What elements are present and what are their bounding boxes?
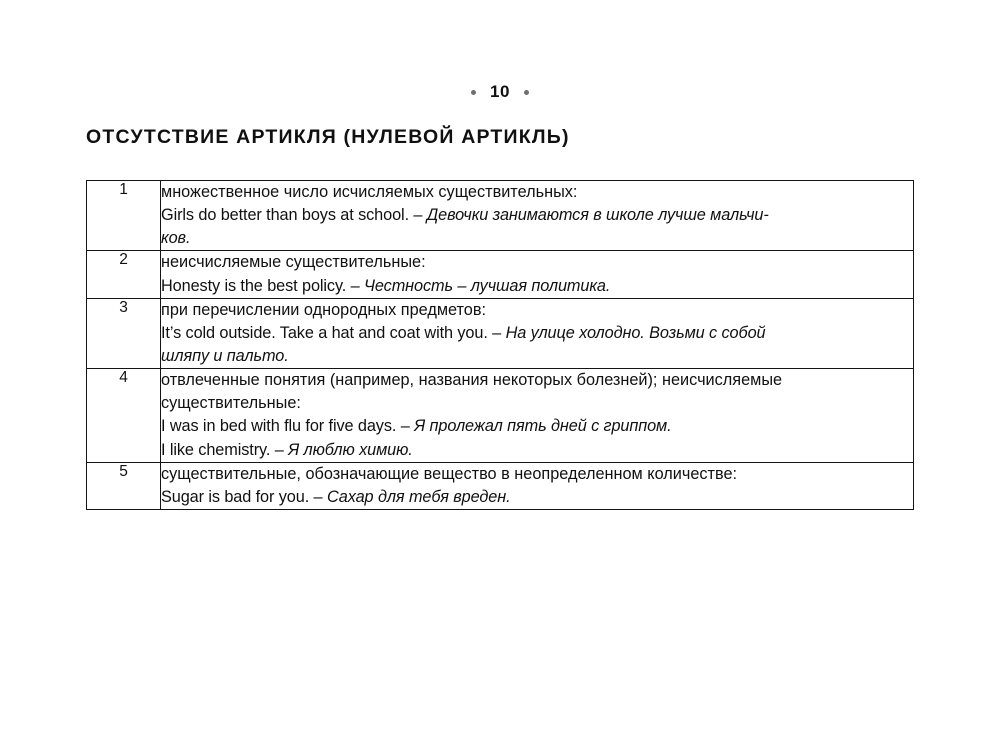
- rule-number-cell: 2: [87, 251, 161, 298]
- rule-description-line: [161, 463, 913, 486]
- rule-content-cell: [161, 369, 914, 463]
- rule-example-line: [161, 486, 913, 509]
- line-text: при перечислении однородных предметов:: [161, 300, 487, 319]
- rule-example-line: [161, 345, 913, 368]
- table-row: [87, 462, 914, 509]
- line-translation: Я пролежал пять дней с гриппом.: [414, 417, 672, 436]
- rule-description-line: [161, 299, 913, 322]
- rule-description-line: [161, 392, 913, 415]
- line-text: множественное число исчисляемых существительных:: [161, 183, 578, 201]
- rule-number-cell: 4: [87, 369, 161, 463]
- line-translation: шляпу и пальто.: [161, 346, 289, 365]
- line-translation: Сахар для тебя вреден.: [326, 487, 511, 506]
- rule-example-line: [161, 204, 913, 227]
- line-translation: Честность – лучшая политика.: [364, 276, 611, 295]
- line-text: неисчисляемые существительные:: [161, 253, 426, 272]
- line-text: отвлеченные понятия (например, названия некоторых болезней); неисчисляемые: [161, 371, 783, 390]
- table-row: [87, 298, 914, 368]
- rule-number-cell: 5: [87, 462, 161, 509]
- rule-description-line: [161, 251, 913, 274]
- line-text: I was in bed with flu for five days. –: [161, 417, 415, 436]
- rule-description-line: [161, 181, 913, 204]
- rule-content-cell: [161, 298, 914, 368]
- line-translation: Девочки занимаются в школе лучше мальчи-: [426, 206, 769, 225]
- rule-example-line: [161, 275, 913, 298]
- line-translation: На улице холодно. Возьми с собой: [505, 323, 766, 342]
- line-text: It’s cold outside. Take a hat and coat with you. –: [161, 323, 506, 342]
- rules-table: [86, 180, 914, 510]
- rule-content-cell: [161, 462, 914, 509]
- table-row: [87, 181, 914, 251]
- line-text: существительные, обозначающие вещество в неопределенном количестве:: [161, 464, 738, 483]
- line-translation: ков.: [161, 229, 191, 248]
- page-number: 10: [490, 82, 510, 101]
- line-translation: Я люблю химию.: [288, 440, 413, 459]
- rule-description-line: [161, 369, 913, 392]
- rule-content-cell: [161, 181, 914, 251]
- line-text: существительные:: [161, 394, 301, 413]
- line-text: Girls do better than boys at school. –: [161, 206, 427, 225]
- rule-example-line: [161, 439, 913, 462]
- table-row: [87, 251, 914, 298]
- decorative-dot-left: [471, 90, 476, 95]
- line-text: I like chemistry. –: [161, 440, 289, 459]
- page-header: [0, 82, 1000, 102]
- table-row: [87, 369, 914, 463]
- rule-example-line: [161, 227, 913, 250]
- rule-number-cell: 1: [87, 181, 161, 251]
- rule-example-line: [161, 322, 913, 345]
- decorative-dot-right: [524, 90, 529, 95]
- page-title: ОТСУТСТВИЕ АРТИКЛЯ (НУЛЕВОЙ АРТИКЛЬ): [86, 126, 570, 148]
- rule-number-cell: 3: [87, 298, 161, 368]
- line-text: Honesty is the best policy. –: [161, 276, 365, 295]
- rule-example-line: [161, 415, 913, 438]
- rules-table-body: [87, 181, 914, 510]
- line-text: Sugar is bad for you. –: [161, 487, 327, 506]
- rule-content-cell: [161, 251, 914, 298]
